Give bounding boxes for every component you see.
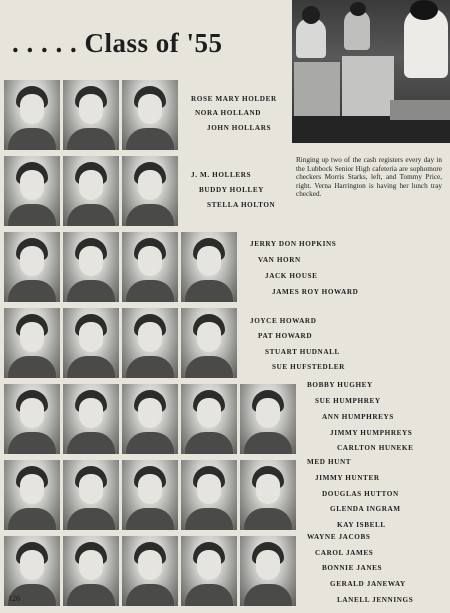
student-portrait <box>4 308 60 378</box>
student-name: DOUGLAS HUTTON <box>322 490 399 498</box>
student-portrait <box>4 156 60 226</box>
student-name: WAYNE JACOBS <box>307 533 371 541</box>
student-portrait <box>181 232 237 302</box>
student-name: SUE HUFSTEDLER <box>272 363 345 371</box>
student-name: STUART HUDNALL <box>265 348 340 356</box>
student-portrait <box>122 536 178 606</box>
student-portrait <box>181 460 237 530</box>
student-name: SUE HUMPHREY <box>315 397 381 405</box>
student-name: BUDDY HOLLEY <box>199 186 265 194</box>
student-name: J. M. HOLLERS <box>191 171 252 179</box>
student-portrait <box>4 80 60 150</box>
student-name: BOBBY HUGHEY <box>307 381 373 389</box>
student-name: JERRY DON HOPKINS <box>250 240 337 248</box>
student-name: CARLTON HUNEKE <box>337 444 414 452</box>
student-portrait <box>122 80 178 150</box>
student-name: ANN HUMPHREYS <box>322 413 394 421</box>
student-portrait <box>122 384 178 454</box>
student-name: LANELL JENNINGS <box>337 596 414 604</box>
photo-caption: Ringing up two of the cash registers every day in the Lubbock Senior High cafeteria are sophomore checkers Morris Starks, left, and Tommy Price, right. Verna Harrington is having her lunch tray checked. <box>296 156 442 199</box>
student-portrait <box>181 384 237 454</box>
student-name: PAT HOWARD <box>258 332 313 340</box>
student-name: CAROL JAMES <box>315 549 374 557</box>
student-portrait <box>240 536 296 606</box>
student-portrait <box>181 308 237 378</box>
student-portrait <box>4 460 60 530</box>
student-name: VAN HORN <box>258 256 301 264</box>
student-portrait <box>63 460 119 530</box>
student-portrait <box>63 156 119 226</box>
student-name: JIMMY HUMPHREYS <box>330 429 413 437</box>
student-name: JAMES ROY HOWARD <box>272 288 359 296</box>
student-name: JOHN HOLLARS <box>207 124 272 132</box>
student-name: GERALD JANEWAY <box>330 580 406 588</box>
student-name: KAY ISBELL <box>337 521 386 529</box>
student-name: JOYCE HOWARD <box>250 317 317 325</box>
student-portrait <box>63 308 119 378</box>
student-name: NORA HOLLAND <box>195 109 262 117</box>
student-portrait <box>4 384 60 454</box>
student-portrait <box>63 384 119 454</box>
page-number: 126 <box>8 594 20 603</box>
student-portrait <box>122 460 178 530</box>
cafeteria-photo <box>292 0 450 143</box>
student-portrait <box>63 232 119 302</box>
student-name: ROSE MARY HOLDER <box>191 95 277 103</box>
page-title: . . . . . Class of '55 <box>12 28 223 58</box>
student-portrait <box>122 232 178 302</box>
student-portrait <box>240 460 296 530</box>
student-name: JIMMY HUNTER <box>315 474 380 482</box>
student-name: GLENDA INGRAM <box>330 505 401 513</box>
student-portrait <box>122 308 178 378</box>
student-portrait <box>240 384 296 454</box>
student-name: MED HUNT <box>307 458 352 466</box>
student-portrait <box>181 536 237 606</box>
student-name: STELLA HOLTON <box>207 201 276 209</box>
student-name: BONNIE JANES <box>322 564 383 572</box>
student-portrait <box>122 156 178 226</box>
student-portrait <box>63 536 119 606</box>
student-portrait <box>63 80 119 150</box>
student-portrait <box>4 232 60 302</box>
student-name: JACK HOUSE <box>265 272 318 280</box>
